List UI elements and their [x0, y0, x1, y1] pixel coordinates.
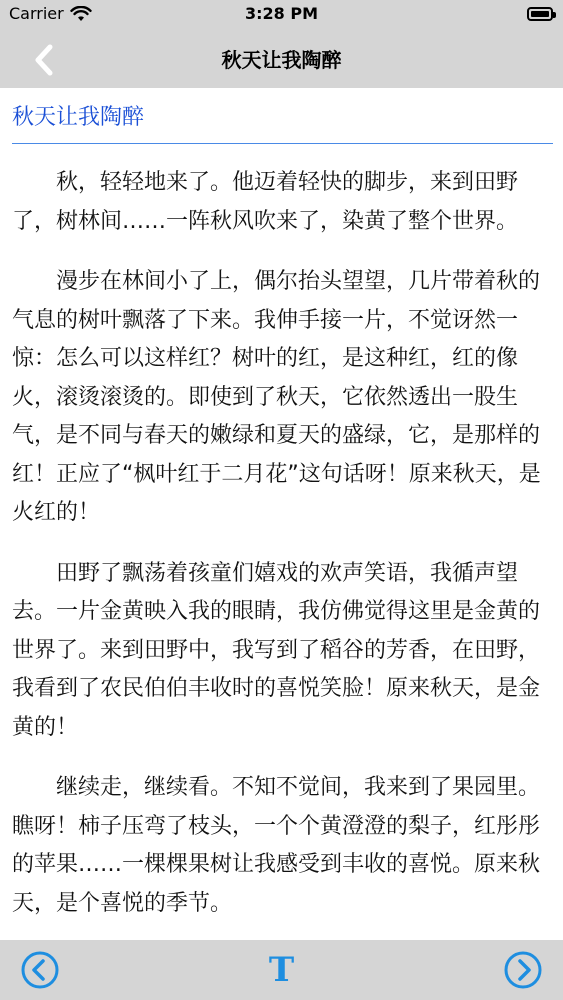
paragraph-4: 继续走，继续看。不知不觉间，我来到了果园里。瞧呀！柿子压弯了枝头，一个个黄澄澄的梨子，红彤彤的苹果……一棵棵果树让我感受到丰收的喜悦。原来秋天，是个喜悦的季节。 [12, 775, 541, 916]
previous-button[interactable] [20, 950, 60, 990]
next-button[interactable] [503, 950, 543, 990]
status-bar [0, 0, 563, 30]
article-content[interactable] [12, 164, 552, 940]
paragraph-1: 秋，轻轻地来了。他迈着轻快的脚步，来到田野了，树林间……一阵秋风吹来了，染黄了整个世界。 [12, 170, 519, 234]
status-time: 3:28 PM [244, 4, 318, 23]
battery-fill [531, 11, 549, 17]
circle-chevron-left-icon [20, 950, 60, 990]
font-size-button[interactable]: T [268, 950, 295, 990]
battery-icon [527, 7, 553, 21]
paragraph-3: 田野了飘荡着孩童们嬉戏的欢声笑语，我循声望去。一片金黄映入我的眼睛，我仿佛觉得这里是金黄的世界了。来到田野中，我写到了稻谷的芳香，在田野，我看到了农民伯伯丰收时的喜悦笑脸！原来秋天，是金黄的！ [12, 560, 541, 740]
article-title: 秋天让我陶醉 [12, 105, 145, 130]
circle-chevron-right-icon [503, 950, 543, 990]
title-divider [12, 143, 553, 144]
nav-title: 秋天让我陶醉 [221, 48, 342, 72]
carrier-label: Carrier [9, 4, 64, 23]
bottom-toolbar [0, 940, 563, 1000]
paragraph-2: 漫步在林间小了上，偶尔抬头望望，几片带着秋的气息的树叶飘落了下来。我伸手接一片，不觉讶然一惊：怎么可以这样红？树叶的红，是这种红，红的像火，滚烫滚烫的。即使到了秋天，它依然透出一股生气，是不同与春天的嫩绿和夏天的盛绿，它，是那样的红！正应了“枫叶红于二月花”这句话呀！原来秋天，是火红的！ [12, 269, 541, 525]
nav-bar [0, 30, 563, 88]
